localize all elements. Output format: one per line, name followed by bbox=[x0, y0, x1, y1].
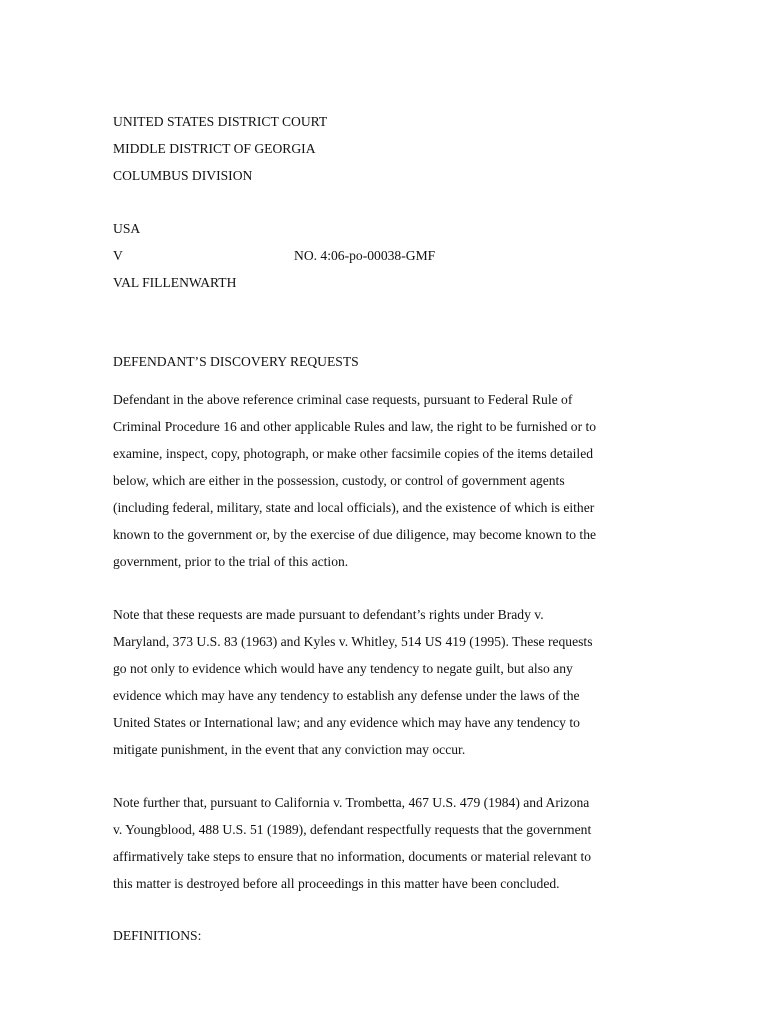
paragraph-line: affirmatively take steps to ensure that no information, documents or material relevant to bbox=[113, 849, 592, 865]
paragraph-line: Defendant in the above reference criminal case requests, pursuant to Federal Rule of bbox=[113, 392, 573, 408]
paragraph-line: below, which are either in the possession, custody, or control of government agents bbox=[113, 473, 565, 489]
spacer bbox=[113, 296, 658, 349]
paragraph-line: Note further that, pursuant to California v. Trombetta, 467 U.S. 479 (1984) and Arizona bbox=[113, 795, 590, 811]
document-body bbox=[113, 109, 658, 950]
paragraph-trombetta bbox=[113, 789, 658, 897]
paragraph-line: known to the government or, by the exercise of due diligence, may become known to the bbox=[113, 527, 597, 543]
spacer bbox=[113, 763, 658, 789]
paragraph-intro bbox=[113, 386, 658, 575]
plaintiff-name: USA bbox=[113, 220, 141, 236]
district-name: MIDDLE DISTRICT OF GEORGIA bbox=[113, 140, 316, 156]
paragraph-line: government, prior to the trial of this action. bbox=[113, 554, 349, 570]
paragraph-line: go not only to evidence which would have any tendency to negate guilt, but also any bbox=[113, 661, 573, 677]
paragraph-line: evidence which may have any tendency to establish any defense under the laws of the bbox=[113, 688, 580, 704]
spacer bbox=[113, 575, 658, 601]
paragraph-line: examine, inspect, copy, photograph, or make other facsimile copies of the items detailed bbox=[113, 446, 594, 462]
paragraph-line: Maryland, 373 U.S. 83 (1963) and Kyles v. Whitley, 514 US 419 (1995). These requests bbox=[113, 634, 593, 650]
spacer bbox=[113, 190, 658, 216]
case-caption bbox=[113, 109, 658, 296]
court-name: UNITED STATES DISTRICT COURT bbox=[113, 114, 328, 129]
paragraph-line: (including federal, military, state and local officials), and the existence of which is either bbox=[113, 500, 595, 516]
paragraph-line: Note that these requests are made pursuant to defendant’s rights under Brady v. bbox=[113, 607, 544, 623]
paragraph-brady bbox=[113, 601, 658, 763]
case-number: NO. 4:06-po-00038-GMF bbox=[294, 247, 436, 263]
paragraph-line: mitigate punishment, in the event that any conviction may occur. bbox=[113, 742, 466, 758]
defendant-name: VAL FILLENWARTH bbox=[113, 274, 237, 290]
paragraph-line: Criminal Procedure 16 and other applicable Rules and law, the right to be furnished or to bbox=[113, 419, 597, 435]
versus-row bbox=[113, 243, 658, 270]
spacer bbox=[113, 897, 658, 923]
document-title: DEFENDANT’S DISCOVERY REQUESTS bbox=[113, 354, 359, 370]
definitions-heading: DEFINITIONS: bbox=[113, 928, 202, 944]
paragraph-line: this matter is destroyed before all proceedings in this matter have been concluded. bbox=[113, 876, 560, 892]
versus-label: V bbox=[113, 247, 123, 263]
division-name: COLUMBUS DIVISION bbox=[113, 167, 253, 183]
paragraph-line: v. Youngblood, 488 U.S. 51 (1989), defendant respectfully requests that the government bbox=[113, 822, 592, 838]
paragraph-line: United States or International law; and any evidence which may have any tendency to bbox=[113, 715, 580, 731]
